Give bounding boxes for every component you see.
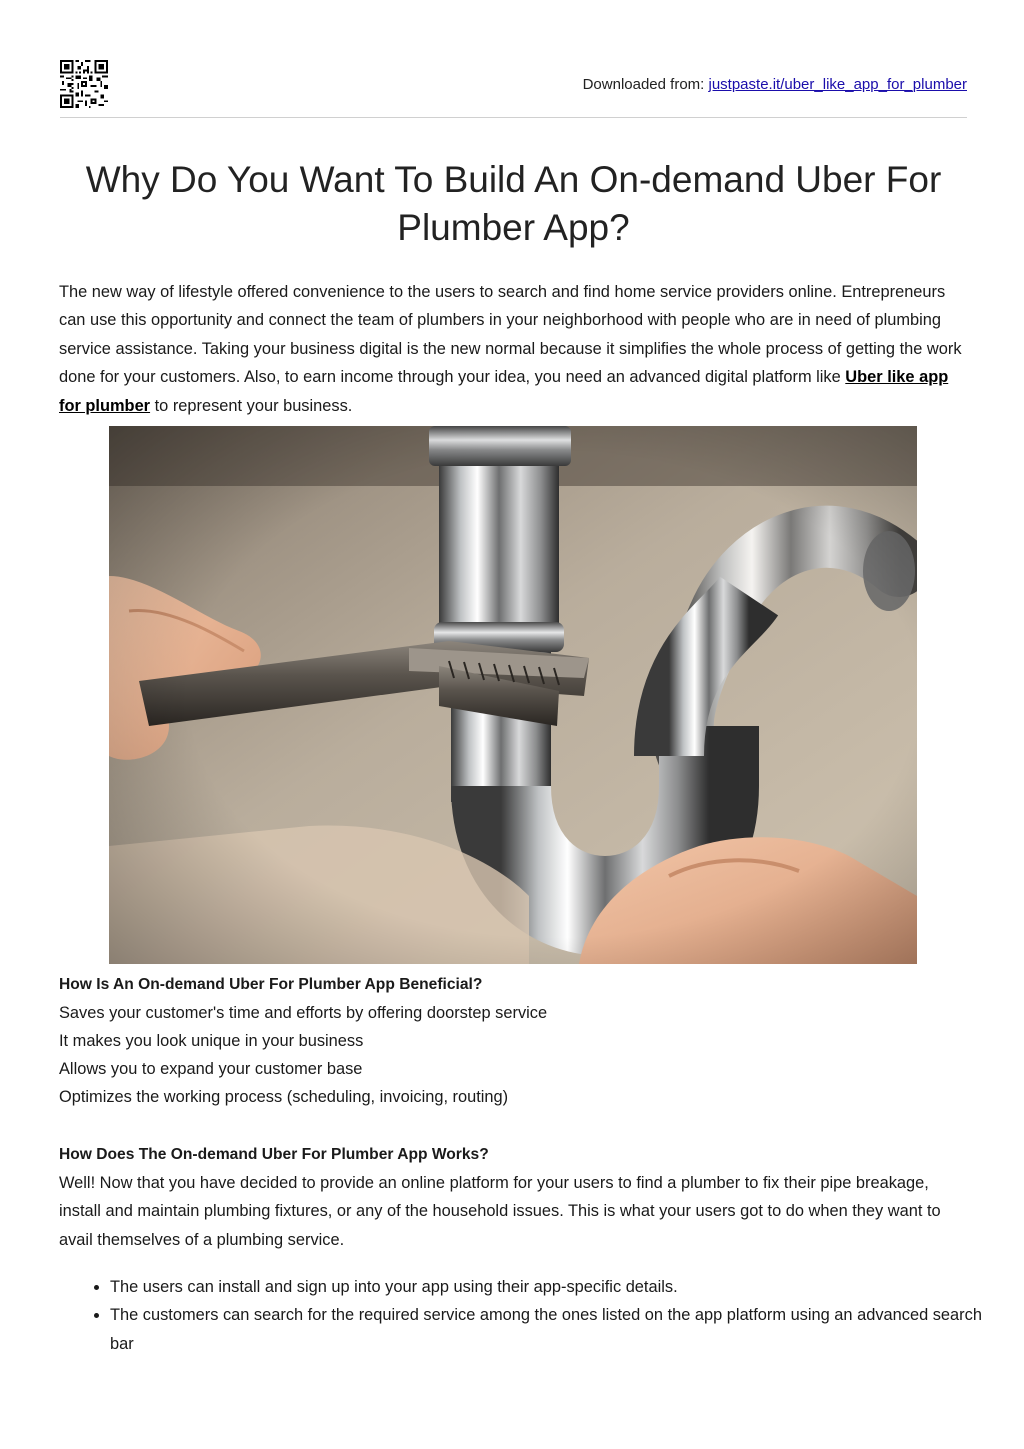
page-title: Why Do You Want To Build An On-demand Uber For Plumber App?: [85, 159, 942, 248]
intro-paragraph: [59, 278, 969, 420]
benefit-item: Allows you to expand your customer base: [59, 1060, 363, 1078]
source-link[interactable]: justpaste.it/uber_like_app_for_plumber: [708, 76, 967, 93]
page-header: [60, 60, 967, 118]
benefit-item: It makes you look unique in your business: [59, 1032, 364, 1050]
works-heading: How Does The On-demand Uber For Plumber App Works?: [59, 1146, 489, 1163]
intro-text-end: to represent your business.: [150, 396, 353, 415]
works-paragraph: Well! Now that you have decided to provide an online platform for your users to find a plumber to fix their pipe breakage, install and maintain plumbing fixtures, or any of the household issues. This is what your users got to do when they want to avail themselves of a plumbing service.: [59, 1174, 941, 1249]
uber-like-app-link[interactable]: Uber like app for plumber: [59, 368, 949, 415]
plumber-wrench-photo: [109, 426, 917, 964]
benefits-heading: How Is An On-demand Uber For Plumber App Beneficial?: [59, 976, 483, 993]
works-bullet-list: [59, 1273, 1010, 1358]
downloaded-from-label: Downloaded from:: [582, 76, 705, 93]
list-item: • The customers can search for the required service among the ones listed on the app platform using an advanced search bar: [110, 1301, 1010, 1358]
list-item: • The users can install and sign up into your app using their app-specific details.: [110, 1273, 1010, 1301]
benefit-item: Optimizes the working process (scheduling, invoicing, routing): [59, 1088, 509, 1106]
qr-code-icon: [60, 60, 108, 108]
download-source: [583, 76, 967, 93]
intro-text: The new way of lifestyle offered convenience to the users to search and find home service providers online. Entrepreneurs can use this opportunity and connect the team of plumbers in your neighborhood with people who are in need of plumbing service assistance. Taking your business digital is the new normal because it simplifies the whole process of getting the work done for your customers. Also, to earn income through your idea, you need an advanced digital platform like: [59, 283, 962, 387]
benefit-item: Saves your customer's time and efforts by offering doorstep service: [59, 1004, 548, 1022]
